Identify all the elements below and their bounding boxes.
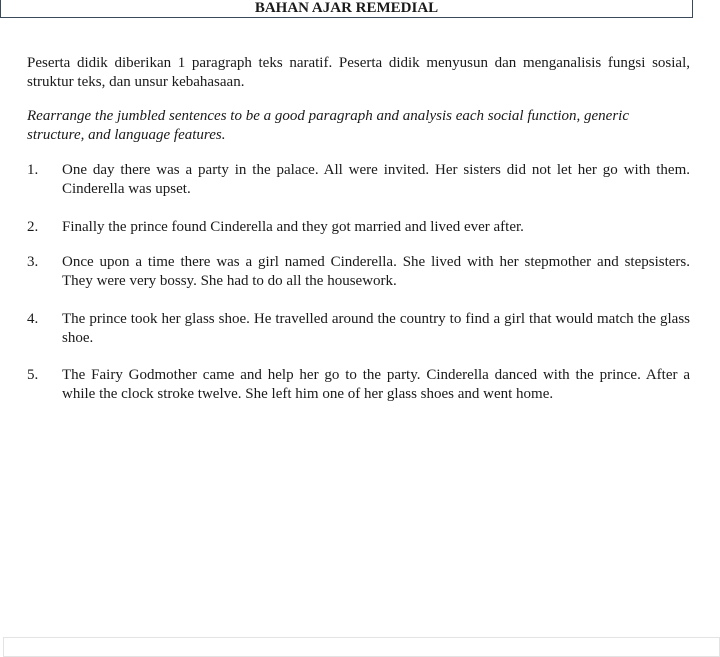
list-item [27,310,690,348]
list-item [27,161,690,199]
jumbled-sentence-list [27,161,690,404]
list-item-number: 2. [27,219,39,235]
list-item-number: 1. [27,162,39,178]
list-item-text: The prince took her glass shoe. He travelled around the country to find a girl that would match the glass shoe. [62,311,690,346]
list-item-text: Once upon a time there was a girl named Cinderella. She lived with her stepmother and stepsisters. They were very bossy. She had to do all the housework. [62,254,690,289]
list-item-number: 3. [27,254,39,270]
page-title: BAHAN AJAR REMEDIAL [0,0,693,18]
list-item [27,253,690,291]
list-item-number: 4. [27,311,39,327]
list-item-text: One day there was a party in the palace. All were invited. Her sisters did not let her go with them. Cinderella was upset. [62,162,690,197]
list-item-text: The Fairy Godmother came and help her go to the party. Cinderella danced with the prince. After a while the clock stroke twelve. She left him one of her glass shoes and went home. [62,367,690,402]
list-item-number: 5. [27,367,39,383]
next-page-frame [3,637,720,657]
list-item [27,218,690,237]
intro-paragraph: Peserta didik diberikan 1 paragraph teks naratif. Peserta didik menyusun dan menganalisis fungsi sosial, struktur teks, dan unsur kebahasaan. [27,55,690,90]
instruction-paragraph: Rearrange the jumbled sentences to be a good paragraph and analysis each social function, generic structure, and language features. [27,108,629,143]
list-item [27,366,690,404]
document-body [27,54,690,423]
list-item-text: Finally the prince found Cinderella and they got married and lived ever after. [62,219,524,235]
